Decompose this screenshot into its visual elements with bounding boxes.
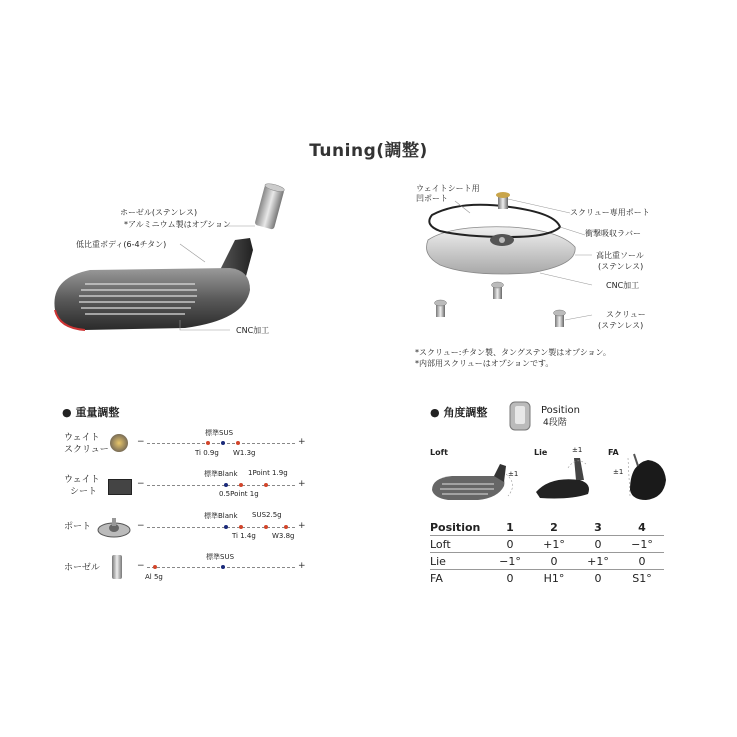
hosel-icon bbox=[112, 555, 122, 579]
loft-label: Loft bbox=[430, 448, 448, 457]
tick-label: Ti 0.9g bbox=[195, 449, 219, 457]
table-cell: −1° bbox=[488, 553, 532, 570]
table-row bbox=[430, 536, 664, 553]
scale-dot bbox=[221, 441, 225, 445]
weight-sheet-label-1: ウェイト bbox=[64, 475, 100, 485]
table-cell: +1° bbox=[532, 536, 576, 553]
table-cell: 0 bbox=[488, 570, 532, 587]
table-cell: H1° bbox=[532, 570, 576, 587]
table-row bbox=[430, 553, 664, 570]
position-table bbox=[430, 519, 664, 586]
tick-label: 標準SUS bbox=[205, 429, 234, 437]
scale-dot bbox=[264, 483, 268, 487]
table-cell: 0 bbox=[532, 553, 576, 570]
lie-pm: ±1 bbox=[572, 446, 583, 454]
table-cell: 0 bbox=[576, 536, 620, 553]
tick-label: 標準Blank bbox=[204, 512, 238, 520]
tick-label: 1Point 1.9g bbox=[248, 469, 288, 477]
table-row bbox=[430, 570, 664, 587]
screw-note-2: *内部用スクリューはオプションです。 bbox=[415, 359, 554, 368]
loft-diagram bbox=[428, 462, 523, 506]
position-sub: 4段階 bbox=[543, 418, 567, 428]
weight-port-label-1: ウェイトシート用 bbox=[416, 184, 480, 193]
lie-label: Lie bbox=[534, 448, 548, 457]
scale-dot bbox=[264, 525, 268, 529]
plus-sign: + bbox=[298, 521, 306, 531]
hosel-row-label: ホーゼル bbox=[64, 563, 100, 573]
table-header: 1 bbox=[506, 520, 514, 534]
scale-dot bbox=[153, 565, 157, 569]
port-icon bbox=[96, 516, 132, 540]
minus-sign: − bbox=[137, 521, 145, 531]
rubber-label: 衝撃吸収ラバー bbox=[585, 229, 641, 238]
position-label: Position bbox=[541, 405, 580, 416]
table-header: Position bbox=[430, 520, 481, 534]
table-cell: 0 bbox=[576, 570, 620, 587]
fa-diagram bbox=[620, 450, 670, 506]
screw-port-label: スクリュー専用ポート bbox=[570, 208, 650, 217]
weight-screw-icon bbox=[110, 434, 128, 452]
cnc-label-left: CNC加工 bbox=[236, 326, 270, 335]
table-header: 4 bbox=[638, 520, 646, 534]
scale-dot bbox=[239, 525, 243, 529]
scale-dot bbox=[224, 483, 228, 487]
scale-dot bbox=[224, 525, 228, 529]
scale-dot bbox=[221, 565, 225, 569]
table-cell: FA bbox=[430, 570, 488, 587]
weight-screw-label-2: スクリュー bbox=[64, 445, 109, 455]
screw-note-1: *スクリュー:チタン製、タングステン製はオプション。 bbox=[415, 348, 611, 357]
plus-sign: + bbox=[298, 437, 306, 447]
fa-label: FA bbox=[608, 448, 619, 457]
page-title: Tuning(調整) bbox=[309, 141, 428, 161]
loft-pm: ±1 bbox=[508, 470, 519, 478]
table-cell: +1° bbox=[576, 553, 620, 570]
table-cell: Lie bbox=[430, 553, 488, 570]
scale-dot bbox=[239, 483, 243, 487]
weight-sheet-icon bbox=[108, 479, 132, 495]
table-cell: −1° bbox=[620, 536, 664, 553]
table-header: 2 bbox=[550, 520, 558, 534]
tick-label: W1.3g bbox=[233, 449, 256, 457]
minus-sign: − bbox=[137, 561, 145, 571]
lie-diagram bbox=[530, 450, 600, 506]
table-cell: Loft bbox=[430, 536, 488, 553]
fa-pm: ±1 bbox=[613, 468, 624, 476]
tick-label: 0.5Point 1g bbox=[219, 490, 259, 498]
table-cell: 0 bbox=[620, 553, 664, 570]
club-head-illustration bbox=[45, 180, 295, 340]
hosel-note: *アルミニウム製はオプション bbox=[124, 220, 231, 229]
plus-sign: + bbox=[298, 479, 306, 489]
weight-heading: ● 重量調整 bbox=[62, 406, 120, 419]
table-cell: S1° bbox=[620, 570, 664, 587]
scale-line bbox=[147, 527, 295, 529]
angle-heading: ● 角度調整 bbox=[430, 406, 488, 419]
cnc-label-right: CNC加工 bbox=[606, 281, 640, 290]
scale-dot bbox=[206, 441, 210, 445]
sleeve-icon bbox=[505, 400, 535, 434]
screw-label-1: スクリュー bbox=[606, 310, 646, 319]
minus-sign: − bbox=[137, 437, 145, 447]
table-cell: 0 bbox=[488, 536, 532, 553]
scale-dot bbox=[284, 525, 288, 529]
plus-sign: + bbox=[298, 561, 306, 571]
sole-label-1: 高比重ソール bbox=[596, 251, 644, 260]
body-label: 低比重ボディ(6-4チタン) bbox=[76, 240, 167, 249]
port-label: ポート bbox=[64, 522, 92, 532]
tick-label: Al 5g bbox=[145, 573, 163, 581]
tick-label: W3.8g bbox=[272, 532, 295, 540]
sole-label-2: (ステンレス) bbox=[598, 262, 644, 271]
minus-sign: − bbox=[137, 479, 145, 489]
weight-port-label-2: 凹ポート bbox=[416, 194, 448, 203]
screw-label-2: (ステンレス) bbox=[598, 321, 644, 330]
hosel-label: ホーゼル(ステンレス) bbox=[120, 208, 198, 217]
table-header: 3 bbox=[594, 520, 602, 534]
weight-screw-label-1: ウェイト bbox=[64, 433, 100, 443]
weight-sheet-label-2: シート bbox=[70, 487, 98, 497]
tick-label: Ti 1.4g bbox=[232, 532, 256, 540]
tick-label: SUS2.5g bbox=[252, 511, 282, 519]
tick-label: 標準Blank bbox=[204, 470, 238, 478]
tick-label: 標準SUS bbox=[206, 553, 235, 561]
scale-line bbox=[147, 485, 295, 487]
scale-dot bbox=[236, 441, 240, 445]
